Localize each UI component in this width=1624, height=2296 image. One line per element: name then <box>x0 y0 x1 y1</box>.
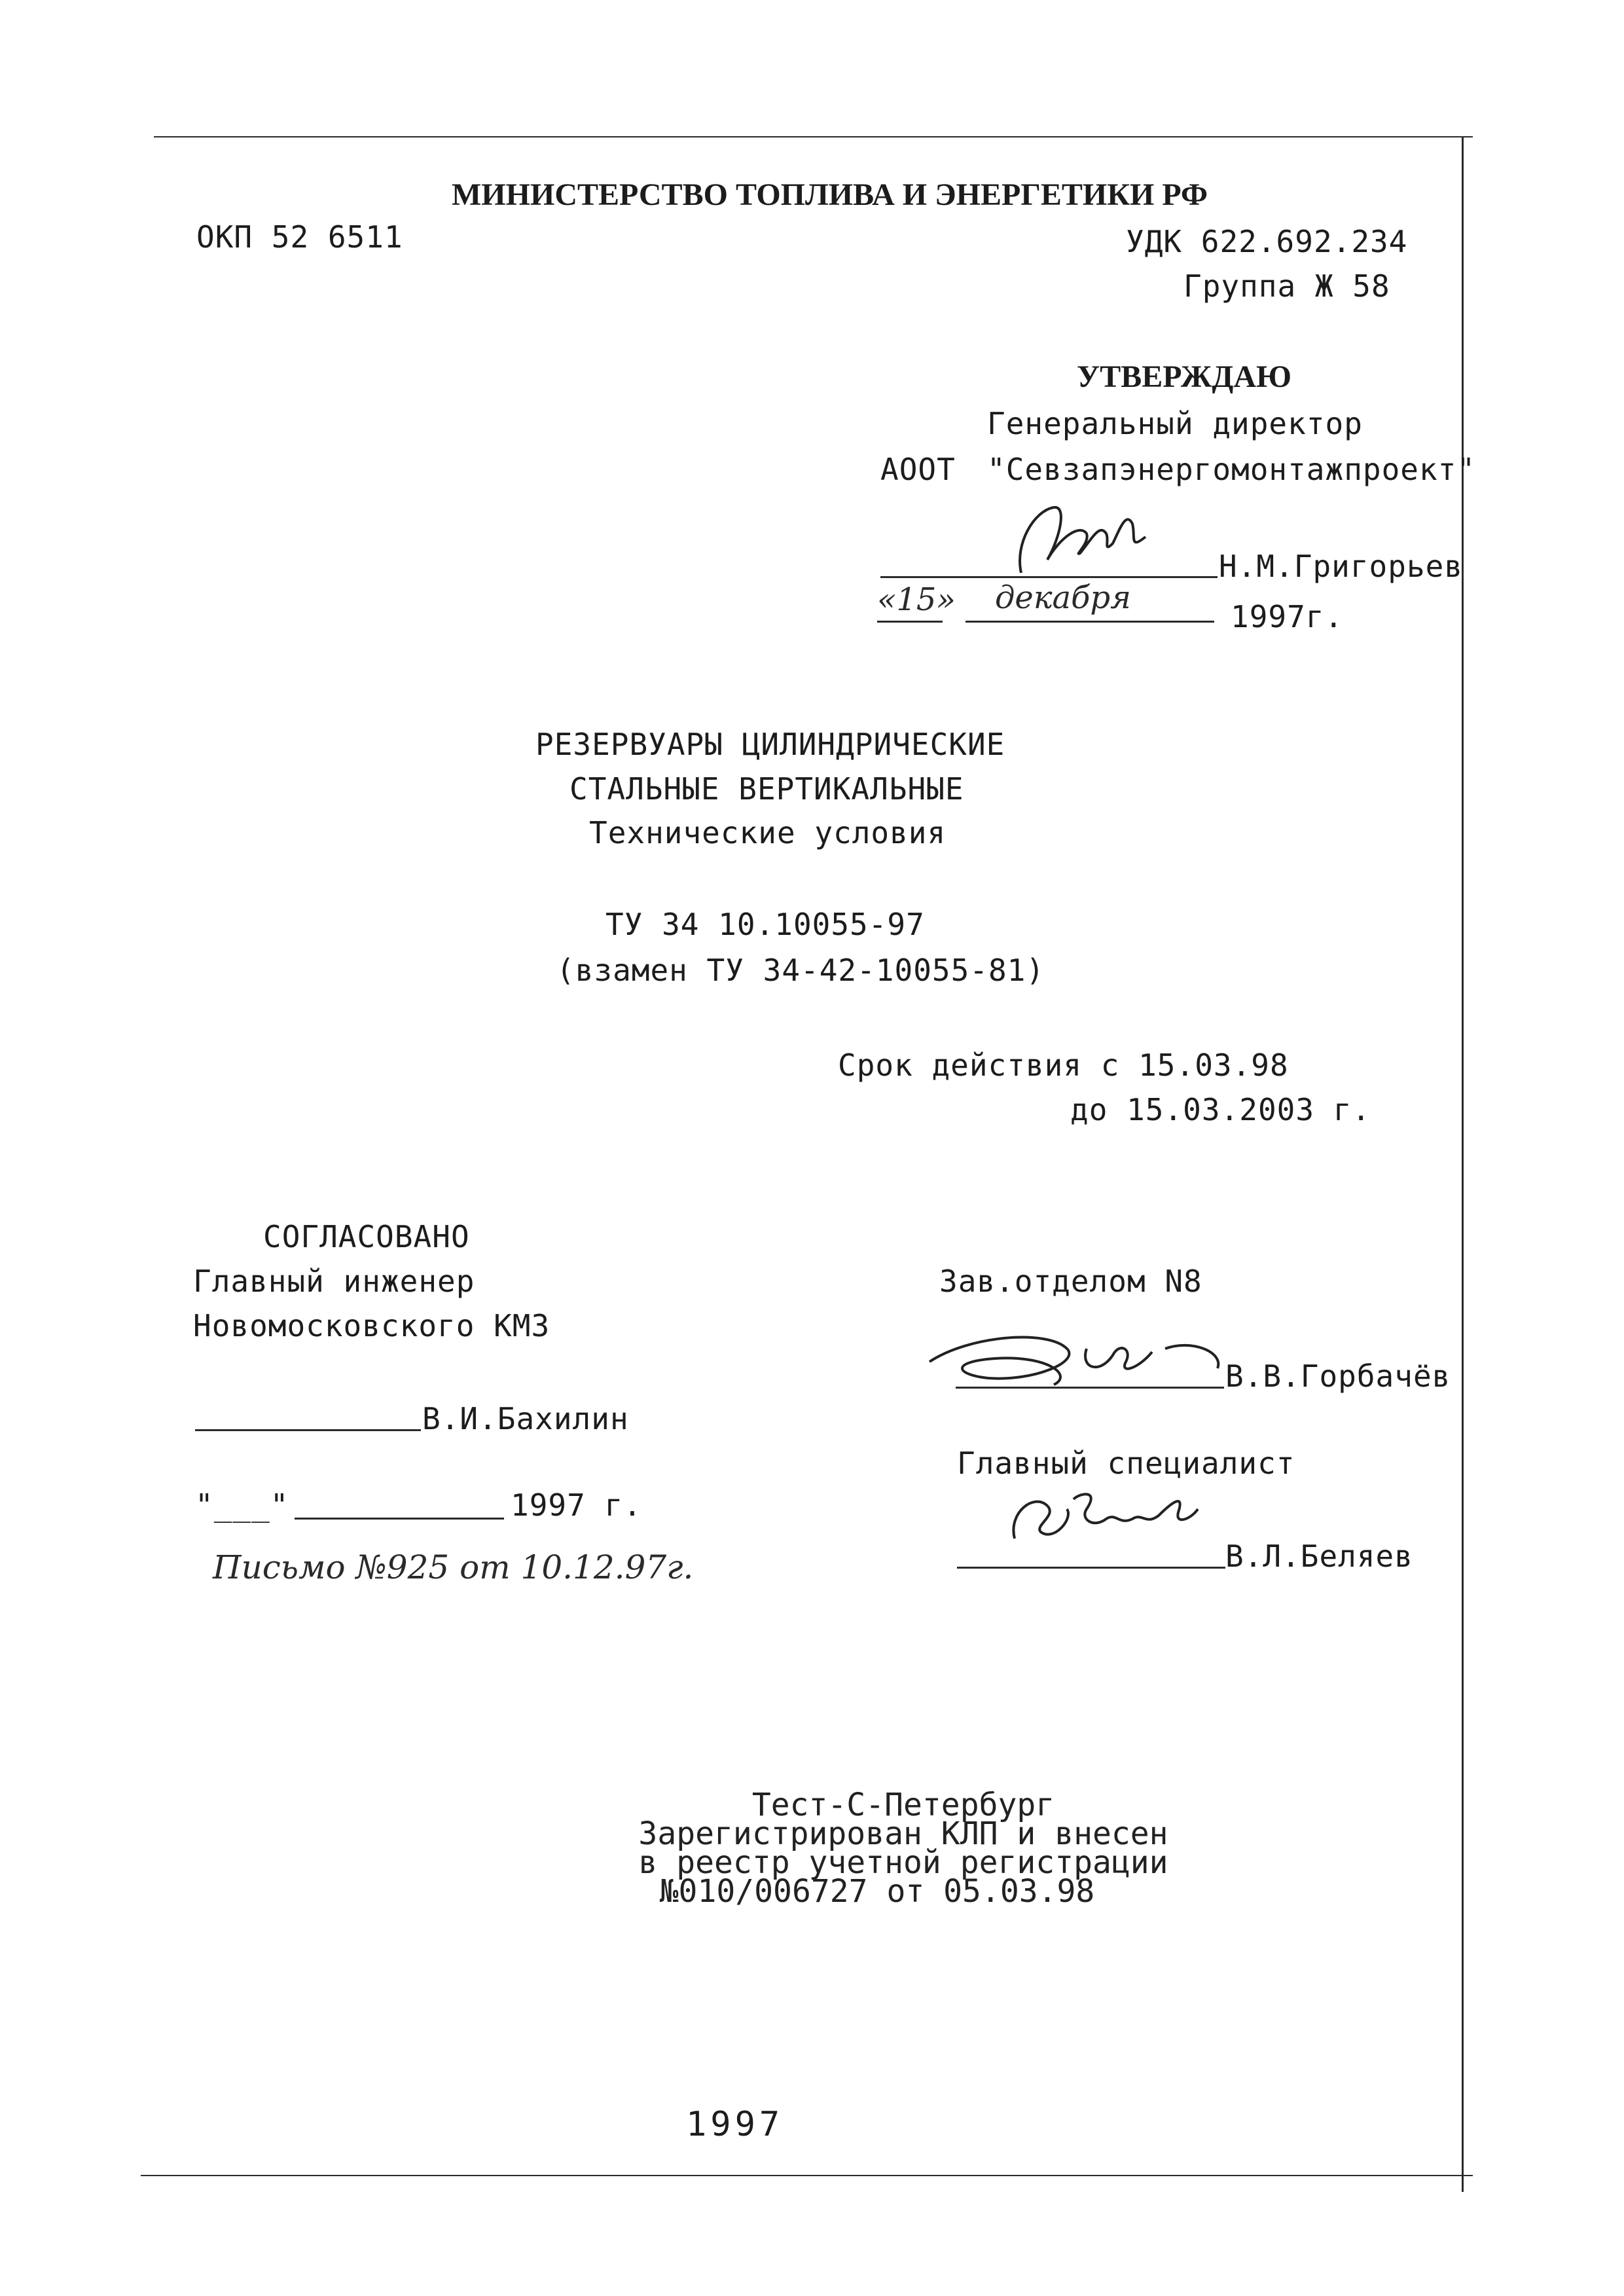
footer-year: 1997 <box>686 2105 784 2144</box>
approval-day-line <box>877 621 943 623</box>
approval-date-month: декабря <box>995 579 1131 616</box>
approval-date-year: 1997г. <box>1231 599 1344 634</box>
approval-title: УТВЕРЖДАЮ <box>1077 359 1292 394</box>
title-line-1: РЕЗЕРВУАРЫ ЦИЛИНДРИЧЕСКИЕ <box>535 727 1005 762</box>
approval-date-day: «15» <box>877 581 956 618</box>
agreed-signature-line <box>195 1429 421 1431</box>
validity-to: до 15.03.2003 г. <box>1070 1092 1371 1127</box>
agreed-date-line <box>295 1518 504 1520</box>
top-border-line <box>154 136 1473 137</box>
dept-spec-signer: В.Л.Беляев <box>1225 1539 1413 1574</box>
title-line-3: Технические условия <box>589 815 947 850</box>
okp-code: ОКП 52 6511 <box>196 219 403 255</box>
dept-spec-title: Главный специалист <box>957 1446 1295 1481</box>
agreed-date-quote: "___" <box>195 1487 289 1523</box>
approval-signer: Н.М.Григорьев <box>1219 549 1464 584</box>
agreed-org: Новомосковского КМЗ <box>193 1308 550 1343</box>
udk-code: УДК 622.692.234 <box>1126 224 1408 259</box>
bottom-border-line <box>141 2175 1473 2176</box>
dept-spec-signature <box>995 1480 1204 1552</box>
agreed-title: СОГЛАСОВАНО <box>263 1219 470 1254</box>
approval-org-name: "Севзапэнергомонтажпроект" <box>987 452 1476 487</box>
validity-from: Срок действия с 15.03.98 <box>838 1048 1289 1083</box>
dept-head-signature-line <box>956 1387 1224 1389</box>
registration-line-2: Зарегистрирован КЛП и внесен <box>638 1815 1168 1852</box>
agreed-letter: Письмо №925 от 10.12.97г. <box>213 1548 694 1586</box>
registration-stamp <box>615 1787 1191 1910</box>
tu-code: ТУ 34 10.10055-97 <box>605 907 925 942</box>
dept-head-signer: В.В.Горбачёв <box>1225 1358 1451 1394</box>
dept-head-title: Зав.отделом N8 <box>939 1264 1202 1299</box>
right-border-line <box>1462 136 1464 2192</box>
agreed-position: Главный инженер <box>193 1264 475 1299</box>
approval-org-prefix: АООТ <box>880 452 956 487</box>
group-code: Группа Ж 58 <box>1183 268 1390 304</box>
approval-signature <box>995 498 1165 583</box>
approval-month-line <box>965 621 1214 623</box>
dept-spec-signature-line <box>957 1567 1225 1569</box>
registration-line-3: в реестр учетной регистрации <box>638 1844 1168 1881</box>
registration-line-4: №010/006727 от 05.03.98 <box>659 1873 1095 1910</box>
tu-replaces: (взамен ТУ 34-42-10055-81) <box>556 953 1045 988</box>
ministry-heading: МИНИСТЕРСТВО ТОПЛИВА И ЭНЕРГЕТИКИ РФ <box>452 177 1208 212</box>
agreed-date-year: 1997 г. <box>511 1487 642 1523</box>
dept-head-signature <box>916 1322 1231 1401</box>
title-line-2: СТАЛЬНЫЕ ВЕРТИКАЛЬНЫЕ <box>569 771 964 807</box>
registration-line-1: Тест-С-Петербург <box>751 1787 1055 1823</box>
approval-position: Генеральный директор <box>987 406 1363 441</box>
agreed-signer: В.И.Бахилин <box>422 1401 629 1436</box>
